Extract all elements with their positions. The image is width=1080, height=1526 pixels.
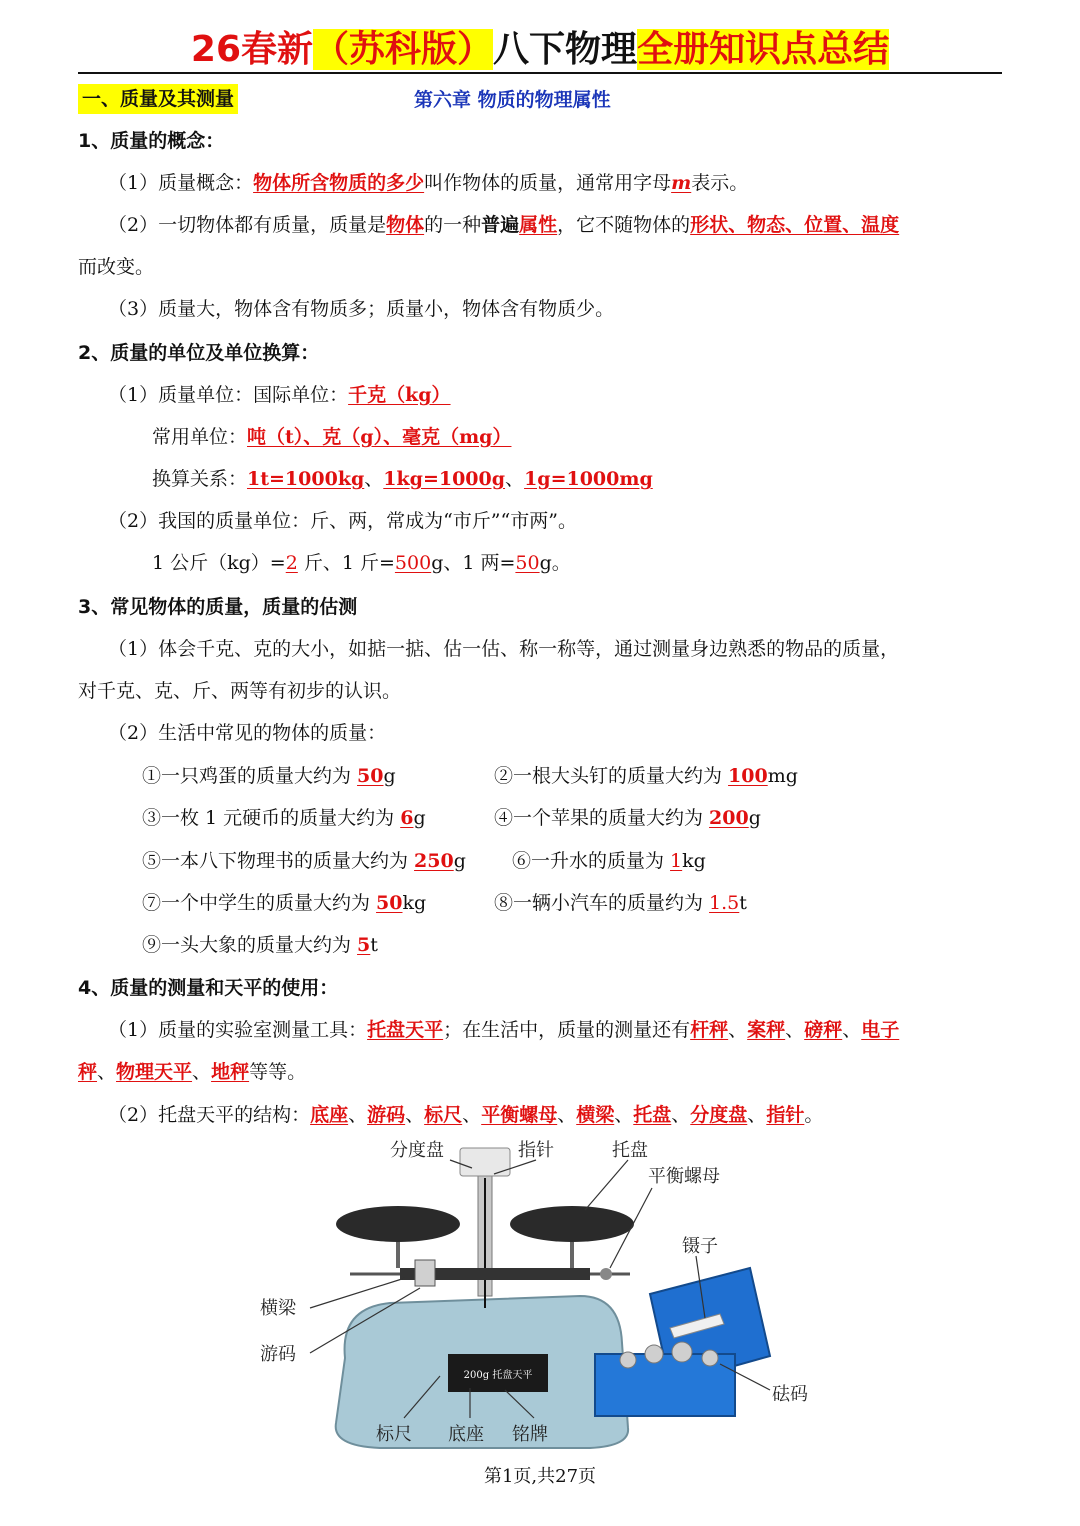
answer-value: 250	[414, 850, 454, 872]
key-term: 物体	[386, 214, 425, 236]
title-part-1: 26春新	[190, 29, 314, 70]
s4-p1	[108, 1015, 899, 1045]
s3-p2: （2）生活中常见的物体的质量：	[108, 722, 387, 744]
text: ⑨一头大象的质量大约为	[142, 934, 358, 956]
unit: t	[739, 892, 747, 914]
text: 1 公斤（kg）=	[152, 552, 286, 574]
dial-icon	[460, 1148, 510, 1176]
s3-heading: 3、常见物体的质量，质量的估测	[78, 596, 358, 618]
mass-item	[494, 803, 761, 833]
nameplate-text: 200g 托盘天平	[463, 1370, 533, 1381]
label-balance-nut: 平衡螺母	[648, 1166, 720, 1187]
text: 、	[785, 1019, 805, 1041]
text: 、	[192, 1061, 212, 1083]
text: ①一只鸡蛋的质量大约为	[142, 765, 358, 787]
key-term: 形状、物态、位置、温度	[690, 214, 900, 236]
answer-value: 50	[376, 892, 403, 914]
s4-p1-cont	[78, 1057, 306, 1087]
text: 、	[747, 1104, 767, 1126]
text: 、	[462, 1104, 482, 1126]
s1-p2	[108, 210, 899, 240]
page-title	[0, 24, 1080, 76]
s1-p1	[108, 168, 748, 198]
weight-icon	[672, 1342, 692, 1362]
s1-p2-cont: 而改变。	[78, 256, 155, 278]
mass-item	[142, 930, 378, 960]
answer-value: 100	[728, 765, 768, 787]
key-term: 1t=1000kg	[247, 468, 365, 490]
unit: t	[370, 934, 378, 956]
label-base: 底座	[448, 1424, 484, 1445]
text: 表示。	[691, 172, 749, 194]
key-term: 属性	[519, 214, 558, 236]
s1-heading: 1、质量的概念：	[78, 130, 225, 152]
text: ③一枚 1 元硬币的质量大约为	[142, 807, 401, 829]
page-footer: 第1页,共27页	[483, 1466, 597, 1487]
label-dial: 分度盘	[390, 1140, 444, 1161]
mass-item	[494, 888, 747, 918]
unit: kg	[402, 892, 427, 914]
text: ②一根大头钉的质量大约为	[494, 765, 729, 787]
section-heading: 一、质量及其测量	[78, 84, 238, 114]
key-term: 分度盘	[690, 1104, 748, 1126]
text: 。	[804, 1104, 824, 1126]
key-term: 杆秤	[690, 1019, 729, 1041]
key-term: 案秤	[747, 1019, 786, 1041]
answer-value: 200	[709, 807, 749, 829]
answer-value: 500	[394, 552, 432, 574]
chapter-title: 第六章 物质的物理属性	[414, 89, 611, 111]
text: 、	[505, 468, 525, 490]
label-beam: 横梁	[260, 1298, 296, 1319]
s2-p5	[152, 548, 571, 578]
key-term: 秤	[78, 1061, 98, 1083]
answer-value: 6	[400, 807, 414, 829]
mass-item	[142, 761, 396, 791]
key-term: 平衡螺母	[481, 1104, 558, 1126]
text: （1）质量单位：国际单位：	[108, 384, 349, 406]
left-pan-icon	[336, 1206, 460, 1242]
text: g、1 两=	[431, 552, 516, 574]
key-term: 物理天平	[116, 1061, 193, 1083]
text: 等等。	[249, 1061, 307, 1083]
s3-p1-cont: 对千克、克、斤、两等有初步的认识。	[78, 680, 402, 702]
unit: g	[383, 765, 396, 787]
text: 、	[842, 1019, 862, 1041]
key-term: 磅秤	[804, 1019, 843, 1041]
key-term: 1g=1000mg	[524, 468, 653, 490]
unit: g	[453, 850, 466, 872]
text: ⑦一个中学生的质量大约为	[142, 892, 377, 914]
key-term: 1kg=1000g	[383, 468, 506, 490]
right-pan-icon	[510, 1206, 634, 1242]
s1-p3: （3）质量大，物体含有物质多；质量小，物体含有物质少。	[108, 298, 615, 320]
key-term: 横梁	[576, 1104, 615, 1126]
text: ④一个苹果的质量大约为	[494, 807, 710, 829]
balance-nut-icon	[600, 1268, 612, 1280]
title-part-3: 八下物理	[493, 29, 638, 70]
text: 、	[348, 1104, 368, 1126]
s4-p2	[108, 1100, 823, 1130]
weight-icon	[702, 1350, 718, 1366]
label-weights: 砝码	[772, 1384, 808, 1405]
mass-item	[494, 761, 798, 791]
label-pointer: 指针	[518, 1140, 554, 1161]
mass-item	[142, 888, 426, 918]
text: 、	[728, 1019, 748, 1041]
key-term: 托盘天平	[367, 1019, 444, 1041]
rider-icon	[415, 1260, 435, 1286]
text: 叫作物体的质量，通常用字母	[424, 172, 672, 194]
s2-p1	[108, 380, 451, 410]
key-term: 指针	[766, 1104, 805, 1126]
key-term: 物体所含物质的多少	[253, 172, 425, 194]
unit: mg	[767, 765, 798, 787]
mass-item	[512, 846, 706, 876]
key-term: 托盘	[633, 1104, 672, 1126]
text: 、	[405, 1104, 425, 1126]
label-nameplate: 铭牌	[512, 1424, 548, 1445]
text: 的一种	[424, 214, 482, 236]
text: 、	[614, 1104, 634, 1126]
key-term: 底座	[310, 1104, 349, 1126]
title-part-4: 全册知识点总结	[637, 29, 890, 70]
text: 斤、1 斤=	[297, 552, 395, 574]
s2-p3	[152, 464, 653, 494]
label-tweezers: 镊子	[682, 1236, 718, 1257]
title-part-2: （苏科版）	[313, 29, 494, 70]
key-term: 游码	[367, 1104, 406, 1126]
mass-item	[142, 803, 426, 833]
text: （2）一切物体都有质量，质量是	[108, 214, 387, 236]
s3-p1: （1）体会千克、克的大小，如掂一掂、估一估、称一称等，通过测量身边熟悉的物品的质量，	[108, 638, 900, 660]
unit: g	[413, 807, 426, 829]
key-term: 千克（kg）	[348, 384, 451, 406]
key-term: m	[671, 172, 692, 194]
s2-p2	[152, 422, 511, 452]
text: g。	[539, 552, 571, 574]
key-term: 吨（t）、克（g）、毫克（mg）	[247, 426, 512, 448]
text: （1）质量概念：	[108, 172, 254, 194]
s4-heading: 4、质量的测量和天平的使用：	[78, 977, 339, 999]
bold-term: 普遍	[481, 214, 520, 236]
text: 换算关系：	[152, 468, 248, 490]
title-rule	[78, 72, 1002, 74]
unit: g	[748, 807, 761, 829]
key-term: 标尺	[424, 1104, 463, 1126]
key-term: 电子	[861, 1019, 900, 1041]
text: （1）质量的实验室测量工具：	[108, 1019, 368, 1041]
key-term: 地秤	[211, 1061, 250, 1083]
label-scale: 标尺	[376, 1424, 412, 1445]
s2-p4: （2）我国的质量单位：斤、两，常成为“市斤”“市两”。	[108, 510, 577, 532]
text: 、	[557, 1104, 577, 1126]
balance-figure	[250, 1128, 850, 1460]
answer-value: 50	[515, 552, 540, 574]
text: ⑤一本八下物理书的质量大约为	[142, 850, 415, 872]
text: 、	[97, 1061, 117, 1083]
text: ，它不随物体的	[557, 214, 691, 236]
label-rider: 游码	[260, 1344, 296, 1365]
answer-value: 1.5	[709, 892, 740, 914]
text: ⑧一辆小汽车的质量约为	[494, 892, 710, 914]
text: ；在生活中，质量的测量还有	[443, 1019, 691, 1041]
answer-value: 2	[285, 552, 298, 574]
text: ⑥一升水的质量为	[512, 850, 671, 872]
s2-heading: 2、质量的单位及单位换算：	[78, 342, 320, 364]
text: 、	[364, 468, 384, 490]
answer-value: 5	[357, 934, 371, 956]
text: 、	[671, 1104, 691, 1126]
answer-value: 50	[357, 765, 384, 787]
text: （2）托盘天平的结构：	[108, 1104, 311, 1126]
text: 常用单位：	[152, 426, 248, 448]
unit: kg	[682, 850, 706, 872]
answer-value: 1	[670, 850, 683, 872]
weight-icon	[620, 1352, 636, 1368]
weight-icon	[645, 1345, 663, 1363]
label-pan: 托盘	[612, 1140, 648, 1161]
mass-item	[142, 846, 466, 876]
